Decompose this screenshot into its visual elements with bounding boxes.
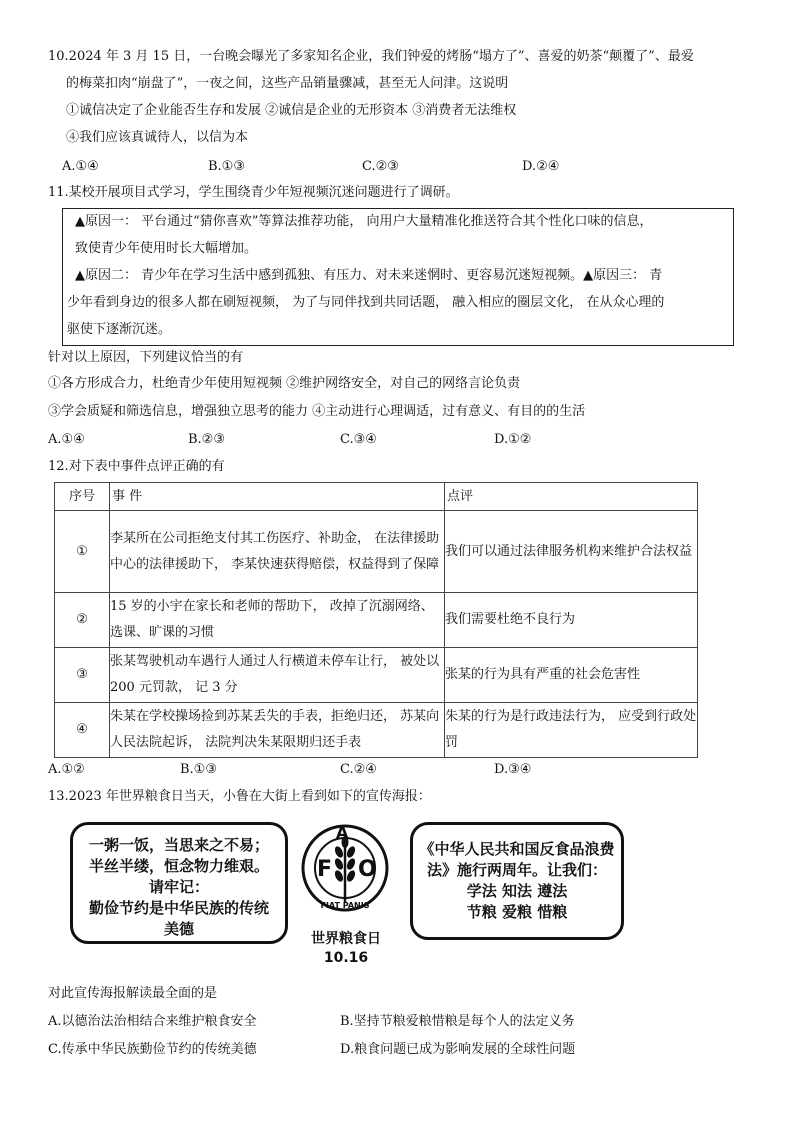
poster-right-line-1: 《中华人民共和国反食品浪费: [419, 840, 615, 858]
table-row: [55, 593, 698, 648]
q10-stem-line-1: 10.2024 年 3 月 15 日，一台晚会曝光了多家知名企业，我们钟爱的烤肠“塌方了”、喜爱的奶茶“颠覆了”、最爱: [48, 49, 694, 64]
q11-stem: 11.某校开展项目式学习，学生围绕青少年短视频沉迷问题进行了调研。: [48, 185, 459, 200]
header-event: 事 件: [110, 483, 445, 511]
poster-right-line-3: 学法 知法 遵法: [466, 882, 568, 900]
q10-option-a: A.①④: [62, 159, 99, 174]
poster-left-line-4: 勤俭节约是中华民族的传统: [88, 899, 269, 917]
row-number: ③: [55, 648, 110, 703]
poster-left-line-2: 半丝半缕，恒念物力维艰。: [88, 857, 269, 875]
table-row: [55, 648, 698, 703]
q11-option-d: D.①②: [494, 432, 532, 447]
q11-material-line-5: 驱使下逐渐沉迷。: [67, 322, 172, 337]
q12-option-b: B.①③: [180, 762, 217, 777]
q10-statements-2: ④我们应该真诚待人，以信为本: [66, 130, 249, 145]
row-comment: 张某的行为具有严重的社会危害性: [445, 648, 698, 703]
q11-option-b: B.②③: [188, 432, 225, 447]
q13-question: 对此宣传海报解读最全面的是: [48, 986, 218, 1001]
row-comment: 我们可以通过法律服务机构来维护合法权益: [445, 511, 698, 593]
q10-option-d: D.②④: [522, 159, 560, 174]
q13-option-b: B.坚持节粮爱粮惜粮是每个人的法定义务: [340, 1014, 575, 1029]
row-number: ①: [55, 511, 110, 593]
q11-option-a: A.①④: [48, 432, 85, 447]
q11-material-line-3: ▲原因二： 青少年在学习生活中感到孤独、有压力、对未来迷惘时、更容易沉迷短视频。▲原因三： 青: [75, 268, 663, 283]
q13-option-c: C.传承中华民族勤俭节约的传统美德: [48, 1042, 257, 1057]
q11-option-c: C.③④: [340, 432, 377, 447]
q12-event-table: [54, 482, 698, 758]
header-number: 序号: [55, 483, 110, 511]
logo-ring-text: FIAT PANIS: [320, 901, 370, 910]
logo-caption-title: 世界粮食日: [311, 931, 381, 947]
row-comment: 朱某的行为是行政违法行为， 应受到行政处罚: [445, 703, 698, 758]
q10-statements-1: ①诚信决定了企业能否生存和发展 ②诚信是企业的无形资本 ③消费者无法维权: [66, 103, 517, 118]
logo-letter-o: O: [358, 857, 377, 882]
row-number: ④: [55, 703, 110, 758]
q11-material-line-4: 少年看到身边的很多人都在刷短视频， 为了与同伴找到共同话题， 融入相应的圈层文化， 在从众心理的: [67, 295, 665, 310]
q13-option-d: D.粮食问题已成为影响发展的全球性问题: [340, 1042, 576, 1057]
q11-material-line-2: 致使青少年使用时长大幅增加。: [75, 241, 258, 256]
q12-option-a: A.①②: [48, 762, 85, 777]
q13-stem: 13.2023 年世界粮食日当天，小鲁在大街上看到如下的宣传海报：: [48, 789, 431, 804]
row-comment: 我们需要杜绝不良行为: [445, 593, 698, 648]
row-number: ②: [55, 593, 110, 648]
header-comment: 点评: [445, 483, 698, 511]
poster-right-line-4: 节粮 爱粮 惜粮: [466, 903, 568, 921]
q12-stem: 12.对下表中事件点评正确的有: [48, 459, 225, 474]
q11-question: 针对以上原因，下列建议恰当的有: [48, 350, 244, 365]
table-row: [55, 703, 698, 758]
logo-caption-date: 10.16: [323, 950, 369, 966]
poster-left-line-3: 请牢记：: [148, 878, 209, 896]
poster-left: [70, 822, 288, 944]
q13-option-a: A.以德治法治相结合来维护粮食安全: [48, 1014, 257, 1029]
q11-material-box: [62, 208, 734, 346]
table-header-row: [55, 483, 698, 511]
q10-option-c: C.②③: [362, 159, 399, 174]
row-event: 张某驾驶机动车遇行人通过人行横道未停车让行， 被处以 200 元罚款， 记 3 分: [110, 648, 445, 703]
poster-right-line-2: 法》施行两周年。让我们：: [426, 861, 607, 879]
row-event: 朱某在学校操场捡到苏某丢失的手表，拒绝归还， 苏某向人民法院起诉， 法院判决朱某限期归还手表: [110, 703, 445, 758]
q10-stem-line-2: 的梅菜扣肉“崩盘了”，一夜之间，这些产品销量骤减，甚至无人问津。这说明: [66, 76, 509, 91]
poster-left-line-1: 一粥一饭，当思来之不易；: [88, 836, 269, 854]
logo-letter-a: A: [336, 823, 349, 842]
q11-statements-1: ①各方形成合力，杜绝青少年使用短视频 ②维护网络安全，对自己的网络言论负责: [48, 376, 521, 391]
table-row: [55, 511, 698, 593]
q12-option-c: C.②④: [340, 762, 377, 777]
poster-left-line-5: 美德: [163, 920, 194, 938]
q11-statements-2: ③学会质疑和筛选信息，增强独立思考的能力 ④主动进行心理调适，过有意义、有目的的生活: [48, 404, 586, 419]
q12-option-d: D.③④: [494, 762, 532, 777]
row-event: 李某所在公司拒绝支付其工伤医疗、补助金， 在法律援助中心的法律援助下， 李某快速获得赔偿，权益得到了保障: [110, 511, 445, 593]
q10-option-b: B.①③: [208, 159, 245, 174]
logo-letter-f: F: [317, 857, 333, 882]
fao-logo-icon: [300, 818, 390, 936]
q11-material-line-1: ▲原因一： 平台通过“猜你喜欢”等算法推荐功能， 向用户大量精准化推送符合其个性化口味的信息，: [75, 214, 653, 229]
row-event: 15 岁的小宇在家长和老师的帮助下， 改掉了沉溺网络、选课、旷课的习惯: [110, 593, 445, 648]
poster-right: [410, 822, 624, 940]
logo-caption: [306, 930, 386, 968]
